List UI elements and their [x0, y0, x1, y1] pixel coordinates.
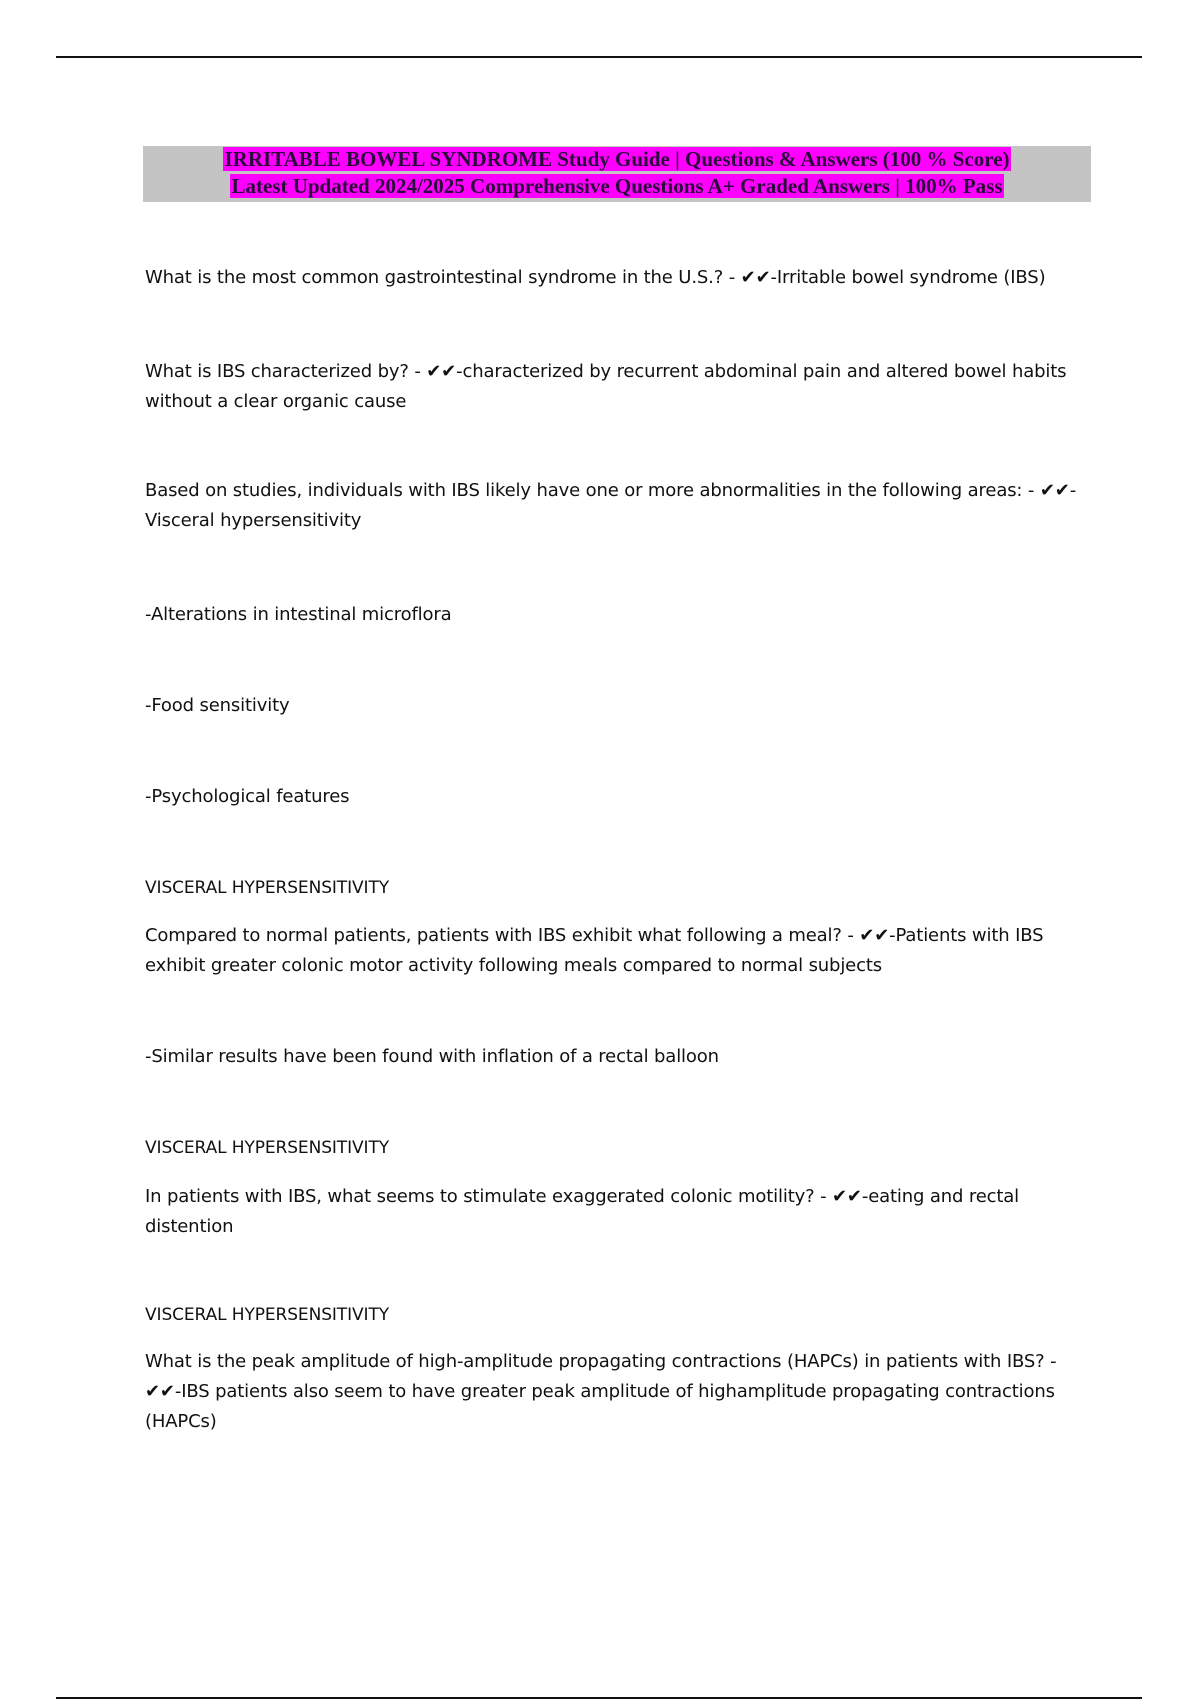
section-heading: VISCERAL HYPERSENSITIVITY [145, 1305, 390, 1325]
qa-paragraph: What is the peak amplitude of high-amplitude propagating contractions (HAPCs) in patients with IBS? - ✔✔-IBS patients also seem to have greater peak amplitude of highamplitude propagating contractions (HAPCs) [145, 1351, 1057, 1432]
section-heading: VISCERAL HYPERSENSITIVITY [145, 1138, 390, 1158]
list-item: -Food sensitivity [145, 695, 290, 716]
section-heading: VISCERAL HYPERSENSITIVITY [145, 878, 390, 898]
list-item: -Alterations in intestinal microflora [145, 604, 452, 625]
title-line-1: IRRITABLE BOWEL SYNDROME Study Guide | Questions & Answers (100 % Score) [224, 147, 1010, 171]
qa-paragraph: Compared to normal patients, patients with IBS exhibit what following a meal? - ✔✔-Patients with IBS exhibit greater colonic motor activity following meals compared to normal subjects [145, 925, 1044, 976]
title-line-2: Latest Updated 2024/2025 Comprehensive Questions A+ Graded Answers | 100% Pass [231, 174, 1003, 198]
document-title-banner [143, 146, 1091, 202]
list-item: -Similar results have been found with inflation of a rectal balloon [145, 1046, 719, 1067]
bottom-rule [56, 1697, 1142, 1699]
top-rule [56, 56, 1142, 58]
qa-paragraph: Based on studies, individuals with IBS likely have one or more abnormalities in the following areas: - ✔✔-Visceral hypersensitivity [145, 480, 1077, 531]
qa-paragraph: In patients with IBS, what seems to stimulate exaggerated colonic motility? - ✔✔-eating and rectal distention [145, 1186, 1020, 1237]
qa-paragraph: What is the most common gastrointestinal syndrome in the U.S.? - ✔✔-Irritable bowel syndrome (IBS) [145, 267, 1046, 288]
qa-paragraph: What is IBS characterized by? - ✔✔-characterized by recurrent abdominal pain and altered bowel habits without a clear organic cause [145, 361, 1067, 412]
list-item: -Psychological features [145, 786, 350, 807]
